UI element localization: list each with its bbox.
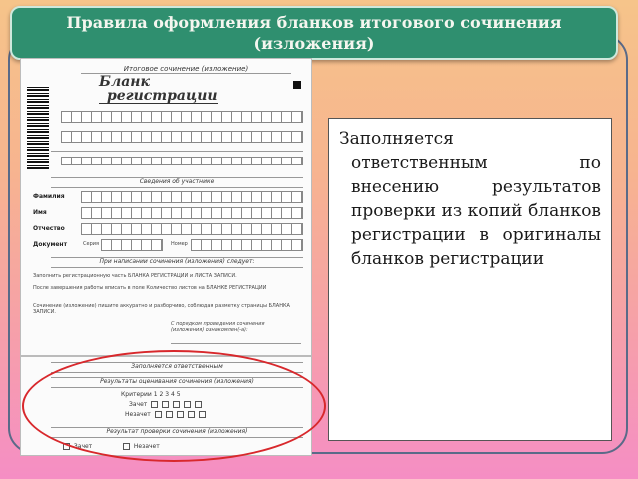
field-label: Документ (33, 241, 68, 248)
number-label: Номер (171, 241, 188, 247)
responsible-section-header: Заполняется ответственным (51, 362, 303, 373)
signature-line (171, 343, 301, 344)
verification-section-header: Результат проверки сочинения (изложения) (51, 427, 303, 438)
sample-characters-row (61, 157, 303, 165)
criterion-number: 2 (159, 391, 164, 398)
verification-fail-label: Незачет (133, 443, 160, 450)
callout-text-rest: ответственным по внесению результатов проверки из копий бланков регистрации в оригиналы бланков регистрации (351, 153, 601, 269)
criterion-number: 5 (176, 391, 181, 398)
results-section-header: Результаты оценивания сочинения (изложения) (51, 377, 303, 388)
barcode-image (27, 85, 49, 169)
slide-title-line2: (изложения) (253, 34, 375, 53)
series-label: Серия (83, 241, 99, 247)
participant-section-header: Сведения об участнике (51, 177, 303, 188)
form-header: Итоговое сочинение (изложение) (81, 65, 291, 74)
field-label: Отчество (33, 225, 65, 232)
field-label: Фамилия (33, 193, 65, 200)
field-label: Имя (33, 209, 47, 216)
slide-title-line1: Правила оформления бланков итогового сочинения (66, 13, 562, 32)
callout-text-first: Заполняется (339, 129, 454, 149)
criterion-number: 4 (170, 391, 175, 398)
instruction-1: Заполнить регистрационную часть БЛАНКА РЕГИСТРАЦИИ и ЛИСТА ЗАПИСИ. (33, 273, 237, 279)
highlight-ellipse (22, 350, 326, 462)
header-fields-row (61, 131, 303, 143)
pass-label: Зачет (129, 401, 148, 408)
surname-cells (81, 191, 303, 203)
slide-title (10, 6, 618, 60)
patronymic-cells (81, 223, 303, 235)
corner-marker-icon (293, 81, 301, 89)
signature-note: С порядком проведения сочинения (изложения) ознакомлен(-а): (171, 321, 265, 333)
instruction-3: Сочинение (изложение) пишите аккуратно и разборчиво, соблюдая разметку страницы БЛАНКА ЗАПИСИ. (33, 303, 290, 315)
callout-textbox (328, 118, 612, 441)
header-fields-row (61, 111, 303, 123)
criteria-label: Критерии (121, 391, 152, 398)
verification-pass-label: Зачет (73, 443, 93, 450)
document-series-cells (101, 239, 163, 251)
form-title-line2: регистрации (99, 89, 218, 104)
instructions-header: При написании сочинения (изложения) следует: (51, 257, 303, 268)
form-title-line1: Бланк (99, 74, 150, 90)
fail-label: Незачет (125, 411, 151, 418)
instruction-2: После завершения работы вписать в поле Количество листов на БЛАНКЕ РЕГИСТРАЦИИ (33, 285, 267, 291)
name-cells (81, 207, 303, 219)
form-title (99, 75, 218, 104)
document-number-cells (191, 239, 303, 251)
criterion-number: 1 (153, 391, 158, 398)
criterion-number: 3 (165, 391, 170, 398)
divider (51, 151, 303, 152)
